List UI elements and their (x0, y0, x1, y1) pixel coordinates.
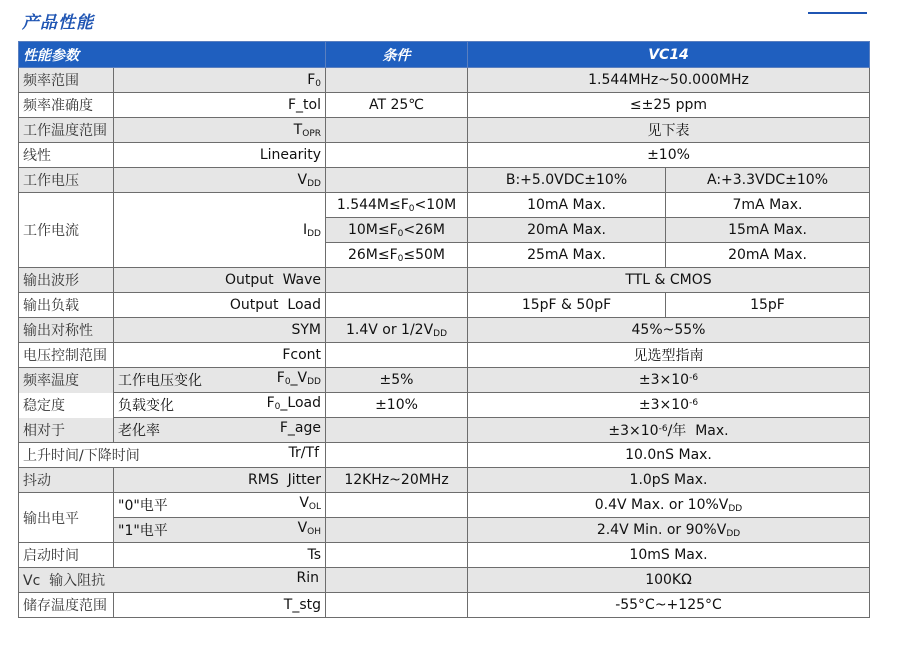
param-symbol: Rin (296, 570, 319, 586)
sub-param-name: "1"电平 (118, 523, 168, 539)
condition-cell (326, 143, 468, 168)
value-a-cell: 7mA Max. (666, 193, 870, 218)
param-name: 工作温度范围 (19, 118, 114, 143)
value-cell: 1.544MHz~50.000MHz (468, 68, 870, 93)
table-row (19, 168, 870, 193)
param-name: 输出负载 (19, 293, 114, 318)
param-symbol: $I_{DD}$ (114, 193, 326, 268)
table-row (19, 193, 870, 218)
param-symbol: $F_0$ (114, 68, 326, 93)
value-cell: ≤±25 ppm (468, 93, 870, 118)
param-symbol: F_tol (114, 93, 326, 118)
param-name: 输出波形 (19, 268, 114, 293)
table-row (19, 93, 870, 118)
param-name: 工作电压 (19, 168, 114, 193)
value-cell: $\pm 3\times 10^{-6}$ (468, 393, 870, 418)
param-name: 线性 (19, 143, 114, 168)
condition-cell (326, 168, 468, 193)
value-cell: 10.0nS Max. (468, 443, 870, 468)
table-row (19, 393, 870, 418)
condition-cell: AT 25℃ (326, 93, 468, 118)
table-row (19, 518, 870, 543)
param-symbol: 老化率 F_age (114, 418, 326, 443)
value-cell: 0.4V Max. or $10\%V_{DD}$ (468, 493, 870, 518)
condition-cell: 12KHz~20MHz (326, 468, 468, 493)
value-b-cell: 20mA Max. (468, 218, 666, 243)
param-name: 抖动 (19, 468, 114, 493)
value-cell: 2.4V Min. or $90\%V_{DD}$ (468, 518, 870, 543)
param-symbol: Output Wave (114, 268, 326, 293)
condition-cell: ±10% (326, 393, 468, 418)
table-row (19, 468, 870, 493)
condition-cell: $10M\le F_0<26M$ (326, 218, 468, 243)
condition-cell: $1.544M\le F_0<10M$ (326, 193, 468, 218)
table-row (19, 343, 870, 368)
table-row (19, 118, 870, 143)
param-name: 上升时间/下降时间 Tr/Tf (19, 443, 326, 468)
condition-cell: 1.4V or $1/2V_{DD}$ (326, 318, 468, 343)
value-a-cell: A:+3.3VDC±10% (666, 168, 870, 193)
table-row (19, 368, 870, 393)
param-name: 频率范围 (19, 68, 114, 93)
table-row (19, 593, 870, 618)
param-symbol: Ts (114, 543, 326, 568)
condition-cell (326, 443, 468, 468)
condition-cell (326, 568, 468, 593)
condition-cell (326, 493, 468, 518)
param-name: 输出对称性 (19, 318, 114, 343)
value-cell: 10mS Max. (468, 543, 870, 568)
condition-cell (326, 418, 468, 443)
table-row (19, 493, 870, 518)
condition-cell (326, 343, 468, 368)
value-cell: 100KΩ (468, 568, 870, 593)
param-symbol: Linearity (114, 143, 326, 168)
condition-cell (326, 118, 468, 143)
param-name: 储存温度范围 (19, 593, 114, 618)
value-cell: 见选型指南 (468, 343, 870, 368)
sub-param-name: 老化率 (118, 423, 160, 439)
header-condition: 条件 (326, 42, 468, 68)
page-title: 产品性能 (22, 13, 94, 33)
param-symbol: Output Load (114, 293, 326, 318)
value-a-cell: 15mA Max. (666, 218, 870, 243)
value-cell: $\pm 3\times 10^{-6}$ (468, 368, 870, 393)
table-header-row (19, 42, 870, 68)
param-symbol: SYM (114, 318, 326, 343)
spec-table (18, 41, 870, 618)
table-row (19, 293, 870, 318)
value-cell: $\pm 3\times 10^{-6}/$年 Max. (468, 418, 870, 443)
header-model: VC14 (468, 42, 870, 68)
param-symbol: "0"电平 $V_{OL}$ (114, 493, 326, 518)
param-symbol: 负载变化 $F_0\_Load$ (114, 393, 326, 418)
condition-cell (326, 293, 468, 318)
param-symbol: $V_{DD}$ (114, 168, 326, 193)
value-cell: 1.0pS Max. (468, 468, 870, 493)
param-name: 工作电流 (19, 193, 114, 268)
param-symbol: "1"电平 $V_{OH}$ (114, 518, 326, 543)
value-cell: 45%~55% (468, 318, 870, 343)
value-b-cell: 15pF & 50pF (468, 293, 666, 318)
value-cell: 见下表 (468, 118, 870, 143)
value-cell: -55°C~+125°C (468, 593, 870, 618)
table-row (19, 443, 870, 468)
table-row (19, 568, 870, 593)
value-b-cell: 10mA Max. (468, 193, 666, 218)
sub-param-name: 负载变化 (118, 398, 174, 414)
value-cell: ±10% (468, 143, 870, 168)
condition-cell: ±5% (326, 368, 468, 393)
sub-param-name: "0"电平 (118, 498, 168, 514)
condition-cell (326, 268, 468, 293)
param-name: Vc 输入阻抗 Rin (19, 568, 326, 593)
group-label-line: 频率温度 (19, 368, 114, 393)
param-name: 电压控制范围 (19, 343, 114, 368)
param-symbol: $T_{OPR}$ (114, 118, 326, 143)
sub-param-name: 工作电压变化 (118, 373, 202, 389)
param-symbol: RMS Jitter (114, 468, 326, 493)
condition-cell (326, 543, 468, 568)
param-name: 启动时间 (19, 543, 114, 568)
param-symbol: 工作电压变化 $F_0\_V_{DD}$ (114, 368, 326, 393)
table-row (19, 543, 870, 568)
table-row (19, 268, 870, 293)
value-b-cell: 25mA Max. (468, 243, 666, 268)
value-cell: TTL & CMOS (468, 268, 870, 293)
param-name: 输出电平 (19, 493, 114, 543)
header-rule (808, 12, 867, 14)
table-row (19, 318, 870, 343)
table-row (19, 418, 870, 443)
table-row (19, 143, 870, 168)
value-a-cell: 20mA Max. (666, 243, 870, 268)
param-symbol: T_stg (114, 593, 326, 618)
value-a-cell: 15pF (666, 293, 870, 318)
condition-cell (326, 68, 468, 93)
param-name: 频率准确度 (19, 93, 114, 118)
value-b-cell: B:+5.0VDC±10% (468, 168, 666, 193)
group-label-line: 稳定度 (19, 393, 114, 418)
header-param: 性能参数 (19, 42, 326, 68)
group-label-line: 相对于 (19, 418, 114, 443)
condition-cell: $26M\le F_0\le 50M$ (326, 243, 468, 268)
table-row (19, 68, 870, 93)
condition-cell (326, 593, 468, 618)
param-symbol: Fcont (114, 343, 326, 368)
param-symbol: Tr/Tf (288, 445, 319, 461)
condition-cell (326, 518, 468, 543)
